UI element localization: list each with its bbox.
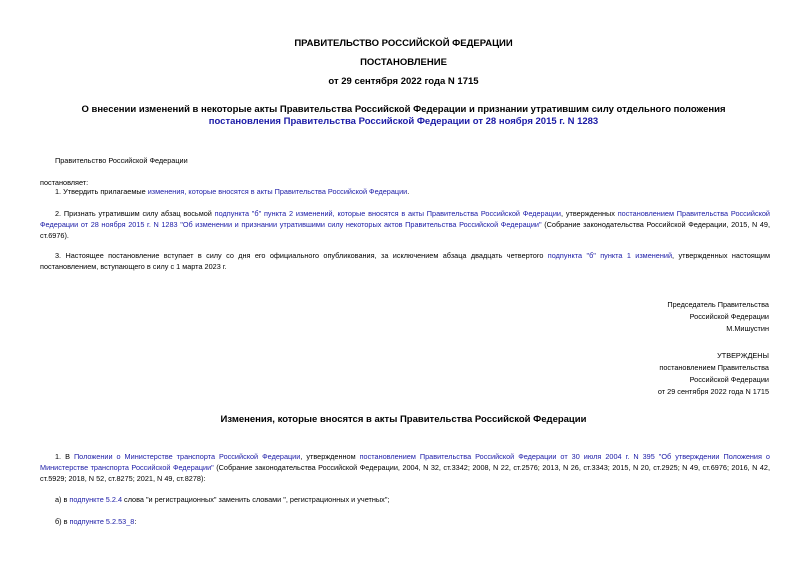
paragraph-3-text-2: , утвержденных настоящим постановлением, вступающего в силу с 1 марта 2023 г. bbox=[40, 251, 770, 271]
link-resolution-1283[interactable]: постановлением Правительства Российской Федерации от 28 ноября 2015 г. N 1283 "Об изменении и признании утратившими силу некоторых актов Правительства Российской Федерации" bbox=[40, 209, 771, 229]
link-resolution-395[interactable]: постановлением Правительства Российской Федерации от 30 июля 2004 г. N 395 "Об утверждении Положения о Министерстве транспорта Российской Федерации" bbox=[40, 452, 770, 472]
changes-item-a-text: а) в bbox=[55, 495, 70, 504]
document-title bbox=[55, 104, 752, 128]
approval-line-1: УТВЕРЖДЕНЫ bbox=[717, 351, 769, 360]
document-date: от 29 сентября 2022 года N 1715 bbox=[328, 76, 479, 87]
paragraph-3-text: 3. Настоящее постановление вступает в силу со дня его официального опубликования, за исключением абзаца двадцать четвертого bbox=[55, 251, 548, 260]
link-subparagraph-5-2-53-8[interactable]: подпункте 5.2.53_8 bbox=[69, 517, 135, 526]
paragraph-1-end: . bbox=[407, 187, 410, 196]
paragraph-2-text: 2. Признать утратившим силу абзац восьмой bbox=[55, 209, 215, 218]
paragraph-2 bbox=[40, 208, 770, 241]
changes-item-1 bbox=[40, 451, 770, 484]
link-subparagraph-5-2-4[interactable]: подпункте 5.2.4 bbox=[69, 495, 123, 504]
decrees-word: постановляет: bbox=[40, 178, 89, 187]
signature-line-2: Российской Федерации bbox=[689, 312, 769, 321]
government-heading: ПРАВИТЕЛЬСТВО РОССИЙСКОЙ ФЕДЕРАЦИИ bbox=[294, 38, 513, 49]
approval-line-3: Российской Федерации bbox=[689, 375, 769, 384]
changes-item-1-text-3: (Собрание законодательства Российской Федерации, 2004, N 32, ст.3342; 2008, N 22, ст.2576; 2013, N 26, ст.3343; 2015, N 20, ст.2925; N 49, ст.6976; 2016, N 42, ст.5929; 2018, N 52, ст.8275; 2021, N 49, ст.8278): bbox=[40, 463, 770, 483]
government-name: Правительство Российской Федерации bbox=[55, 156, 188, 165]
paragraph-2-text-3: (Собрание законодательства Российской Федерации, 2015, N 49, ст.6976). bbox=[40, 220, 771, 240]
changes-item-b-text-2: : bbox=[134, 517, 137, 526]
link-regulation-ministry[interactable]: Положении о Министерстве транспорта Российской Федерации bbox=[73, 452, 301, 461]
approval-line-4: от 29 сентября 2022 года N 1715 bbox=[657, 387, 769, 396]
changes-item-a bbox=[55, 494, 389, 505]
approval-block bbox=[658, 350, 769, 398]
paragraph-1-text: 1. Утвердить прилагаемые bbox=[55, 187, 148, 196]
link-subparagraph-b[interactable]: подпункта "б" пункта 2 изменений, которые вносятся в акты Правительства Российской Федерации bbox=[214, 209, 562, 218]
changes-title: Изменения, которые вносятся в акты Правительства Российской Федерации bbox=[220, 414, 587, 425]
title-link-resolution-ref[interactable]: Правительства Российской Федерации от 28 ноября 2015 г. N 1283 bbox=[283, 116, 599, 127]
title-text: О внесении изменений в некоторые акты Правительства Российской Федерации и признании утратившим силу отдельного положения bbox=[81, 104, 726, 115]
signature-name: М.Мишустин bbox=[726, 324, 769, 333]
document-type: ПОСТАНОВЛЕНИЕ bbox=[360, 57, 447, 68]
title-link-resolution[interactable]: постановления bbox=[208, 116, 281, 127]
changes-item-b-text: б) в bbox=[55, 517, 70, 526]
paragraph-3 bbox=[40, 250, 770, 272]
changes-item-1-text: 1. В bbox=[55, 452, 74, 461]
changes-item-b bbox=[55, 516, 136, 527]
signature-line-1: Председатель Правительства bbox=[667, 300, 769, 309]
changes-item-a-text-2: слова "и регистрационных" заменить словами ", регистрационных и учетных"; bbox=[122, 495, 390, 504]
approval-line-2: постановлением Правительства bbox=[659, 363, 769, 372]
paragraph-2-text-2: , утвержденных bbox=[561, 209, 618, 218]
link-subparagraph-b-item-1[interactable]: подпункта "б" пункта 1 изменений bbox=[547, 251, 673, 260]
paragraph-1 bbox=[55, 186, 770, 197]
link-changes[interactable]: изменения, которые вносятся в акты Правительства Российской Федерации bbox=[147, 187, 408, 196]
signature-block bbox=[667, 299, 769, 335]
changes-item-1-text-2: , утвержденном bbox=[300, 452, 360, 461]
